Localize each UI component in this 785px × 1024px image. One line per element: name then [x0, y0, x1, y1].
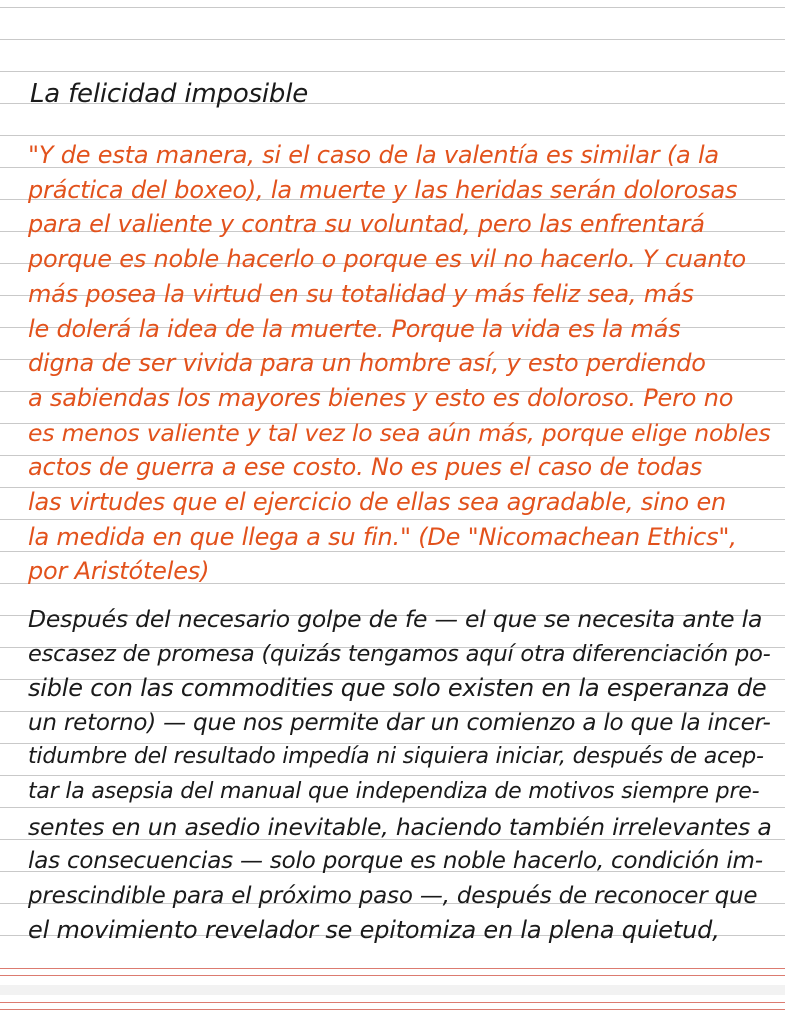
quote-line: le dolerá la idea de la muerte. Porque la vida es la más — [28, 314, 681, 343]
body-line: el movimiento revelador se epitomiza en la plena quietud, — [28, 916, 720, 945]
quote-line: la medida en que llega a su fin." (De "Nicomachean Ethics", — [28, 522, 737, 551]
body-line: prescindible para el próximo paso —, después de reconocer que — [28, 882, 758, 909]
body-line: Después del necesario golpe de fe — el que se necesita ante la — [28, 605, 763, 633]
document-title: La felicidad imposible — [30, 79, 309, 109]
quote-line: las virtudes que el ejercicio de ellas sea agradable, sino en — [28, 488, 727, 517]
body-text-block — [28, 602, 772, 948]
body-line: tar la asepsia del manual que independiza de motivos siempre pre- — [28, 778, 760, 804]
quote-line: es menos valiente y tal vez lo sea aún más, porque elige nobles — [28, 418, 771, 447]
page-bottom-rule — [0, 968, 785, 969]
body-line: sentes en un asedio inevitable, haciendo también irrelevantes a — [28, 812, 772, 841]
quote-line: por Aristóteles) — [28, 557, 210, 586]
body-line: un retorno) — que nos permite dar un comienzo a lo que la incer- — [28, 709, 771, 736]
page-top-rule — [0, 1009, 785, 1010]
quote-block — [28, 138, 772, 589]
quote-line: más posea la virtud en su totalidad y más feliz sea, más — [28, 279, 694, 308]
quote-line: práctica del boxeo), la muerte y las heridas serán dolorosas — [28, 175, 738, 204]
page-bottom-rule — [0, 975, 785, 976]
next-page — [0, 995, 785, 1024]
body-line: las consecuencias — solo porque es noble hacerlo, condición im- — [28, 848, 763, 875]
body-line: escasez de promesa (quizás tengamos aquí otra diferenciación po- — [28, 640, 771, 667]
page-separator — [0, 985, 785, 995]
quote-line: para el valiente y contra su voluntad, pero las enfrentará — [28, 210, 705, 239]
quote-line: porque es noble hacerlo o porque es vil no hacerlo. Y cuanto — [28, 245, 747, 274]
page-top-rule — [0, 1002, 785, 1003]
body-line: tidumbre del resultado impedía ni siquiera iniciar, después de acep- — [28, 744, 764, 770]
quote-line: a sabiendas los mayores bienes y esto es doloroso. Pero no — [28, 383, 734, 412]
quote-line: actos de guerra a ese costo. No es pues el caso de todas — [28, 453, 703, 482]
quote-line: digna de ser vivida para un hombre así, y esto perdiendo — [28, 349, 706, 378]
body-line: sible con las commodities que solo existen en la esperanza de — [28, 674, 767, 703]
quote-line: "Y de esta manera, si el caso de la valentía es similar (a la — [28, 141, 719, 169]
